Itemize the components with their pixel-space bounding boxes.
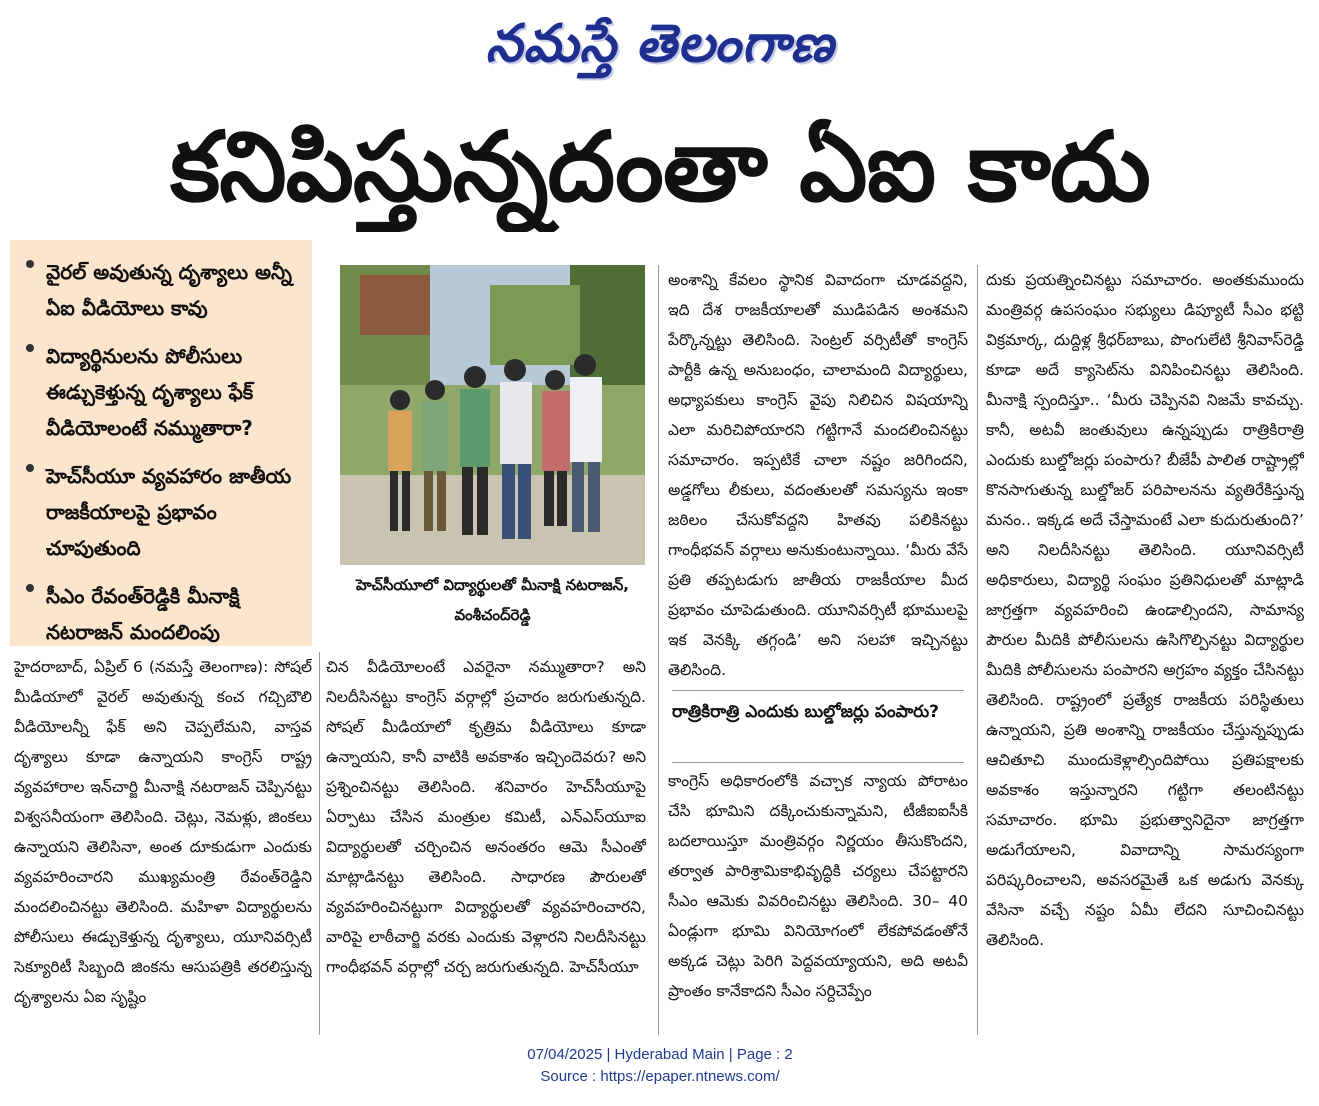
edition-info: 07/04/2025 | Hyderabad Main | Page : 2	[527, 1046, 793, 1063]
article-column-3-bottom	[668, 766, 968, 1032]
highlight-item	[26, 254, 302, 326]
column-divider	[658, 265, 659, 1035]
article-text: హైదరాబాద్, ఏప్రిల్ 6 (నమస్తే తెలంగాణ): సోషల్ మీడియాలో వైరల్ అవుతున్న కంచ గచ్చిబౌలి వీడియోలన్నీ ఫేక్ అని చెప్పలేమని, వాస్తవ దృశ్యాలు కూడా ఉన్నాయని కాంగ్రెస్ రాష్ట్ర వ్యవహారాల ఇన్‌చార్జి మీనాక్షి నటరాజన్ చెప్పినట్టు విశ్వసనీయంగా తెలిసింది. చెట్లు, నెమళ్లు, జింకలు ఉన్నాయని తెలిసినా, అంత దూకుడుగా ఎందుకు వ్యవహరించారని ముఖ్యమంత్రి రేవంత్‌రెడ్డిని మందలించినట్టు తెలిసింది. మహిళా విద్యార్థులను పోలీసులు ఈడ్చుకెళ్తున్న దృశ్యాలు, యూనివర్సిటీ సెక్యూరిటీ సిబ్బంది జింకను ఆసుపత్రికి తరలిస్తున్న దృశ్యాలను ఏఐ సృష్టిం	[14, 658, 312, 1006]
masthead-logo: నమస్తే తెలంగాణ	[485, 14, 835, 74]
article-text: చిన వీడియోలంటే ఎవరైనా నమ్ముతారా? అని నిలదీసినట్టు కాంగ్రెస్ వర్గాల్లో ప్రచారం జరుగుతున్నది. సోషల్ మీడియాలో కృత్రిమ వీడియోలు కూడా ఉన్నాయని, కానీ వాటికి అవకాశం ఇచ్చిందెవరు? అని ప్రశ్నించినట్టు తెలిసింది. శనివారం హెచ్‌సీయూపై ఏర్పాటు చేసిన మంత్రుల కమిటీ, ఎన్‌ఎస్‌యూఐ విద్యార్థులతో చర్చించిన అనంతరం ఆమె సీఎంతో మాట్లాడినట్టు తెలిసింది. సాధారణ పౌరులతో వ్యవహరించినట్టుగా విద్యార్థులతో వ్యవహరించారని, వారిపై లాఠీచార్జి వరకు ఎందుకు వెళ్లారని నిలదీసినట్టు గాంధీభవన్ వర్గాల్లో చర్చ జరుగుతున్నది. హెచ్‌సీయూ	[326, 658, 646, 976]
highlight-item	[26, 338, 302, 446]
news-photo	[340, 265, 645, 565]
students-walking-image	[340, 265, 645, 565]
photo-caption: హెచ్‌సీయూలో విద్యార్థులతో మీనాక్షి నటరాజన్, వంశీచంద్‌రెడ్డి	[356, 576, 629, 624]
highlight-item	[26, 458, 302, 566]
article-column-1	[14, 652, 312, 1032]
column-divider	[977, 265, 978, 1035]
source-link[interactable]: Source : https://epaper.ntnews.com/	[540, 1068, 780, 1085]
article-column-4	[986, 265, 1304, 1031]
highlight-text: విద్యార్థినులను పోలీసులు ఈడ్చుకెళ్తున్న దృశ్యాలు ఫేక్ వీడియోలంటే నమ్ముతారా?	[46, 344, 254, 440]
article-text: కాంగ్రెస్ అధికారంలోకి వచ్చాక న్యాయ పోరాటం చేసి భూమిని దక్కించుకున్నామని, టీజీఐఐసీకి బదలాయిస్తూ మంత్రివర్గం నిర్ణయం తీసుకొందని, తర్వాత పారిశ్రామికాభివృద్ధికి చర్యలు చేపట్టారని సీఎం ఆమెకు వివరించినట్టు తెలిసింది. 30– 40 ఏండ్లుగా భూమి వినియోగంలో లేకపోవడంతోనే అక్కడ చెట్లు పెరిగి పెద్దవయ్యాయని, అది అటవీ ప్రాంతం కానేకాదని సీఎం సర్దిచెప్పేం	[668, 772, 968, 1000]
page-footer	[360, 1044, 960, 1088]
article-column-3-top	[668, 265, 968, 683]
headline: కనిపిస్తున్నదంతా ఏఐ కాదు	[170, 111, 1150, 223]
bullet-icon	[26, 464, 34, 472]
highlight-text: వైరల్ అవుతున్న దృశ్యాలు అన్నీ ఏఐ వీడియోలు కావు	[46, 260, 292, 320]
highlight-item	[26, 578, 302, 650]
section-divider	[672, 690, 964, 691]
article-column-2	[326, 652, 646, 1032]
bullet-icon	[26, 344, 34, 352]
article-text: అంశాన్ని కేవలం స్థానిక వివాదంగా చూడవద్దని, ఇది దేశ రాజకీయాలతో ముడిపడిన అంశమని పేర్కొన్నట్టు తెలిసింది. సెంట్రల్ వర్సిటీతో కాంగ్రెస్ పార్టీకి ఉన్న అనుబంధం, చాలామంది విద్యార్థులు, అధ్యాపకులు కాంగ్రెస్ వైపు నిలిచిన విషయాన్ని ఎలా మరిచిపోయారని గట్టిగానే మందలించినట్టు సమాచారం. ఇప్పటికే చాలా నష్టం జరిగిందని, అడ్డగోలు లీకులు, వదంతులతో సమస్యను ఇంకా జఠిలం చేసుకోవద్దని హితవు పలికినట్టు గాంధీభవన్ వర్గాలు అనుకుంటున్నాయి. ‘మీరు వేసే ప్రతి తప్పటడుగు జాతీయ రాజకీయాల మీద ప్రభావం చూపెడుతుంది. యూనివర్సిటీ భూములపై ఇక వెనక్కి తగ్గండి’ అని సలహా ఇచ్చినట్టు తెలిసింది.	[668, 271, 968, 679]
subheading: రాత్రికిరాత్రి ఎందుకు బుల్డోజర్లు పంపారు?	[672, 702, 939, 722]
section-divider	[672, 762, 964, 763]
highlight-text: సీఎం రేవంత్‌రెడ్డికి మీనాక్షి నటరాజన్ మందలింపు	[46, 584, 240, 644]
column-divider	[319, 652, 320, 1035]
highlight-text: హెచ్‌సీయూ వ్యవహారం జాతీయ రాజకీయాలపై ప్రభావం చూపుతుంది	[46, 464, 292, 560]
bullet-icon	[26, 584, 34, 592]
bullet-icon	[26, 260, 34, 268]
highlights-box	[10, 240, 312, 646]
article-text: దుకు ప్రయత్నించినట్టు సమాచారం. అంతకుముందు మంత్రివర్గ ఉపసంఘం సభ్యులు డిప్యూటీ సీఎం భట్టి విక్రమార్క, దుద్దిళ్ల శ్రీధర్‌బాబు, పొంగులేటి శ్రీనివాస్‌రెడ్డి కూడా అదే క్యాసెట్‌ను వినిపించినట్టు తెలిసింది. మీనాక్షి స్పందిస్తూ.. ‘మీరు చెప్పినవి నిజమే కావచ్చు. కానీ, అటవీ జంతువులు ఉన్నప్పుడు రాత్రికిరాత్రి ఎందుకు బుల్డోజర్లు పంపారు? బీజేపీ పాలిత రాష్ట్రాల్లో కొనసాగుతున్న బుల్డోజర్ పరిపాలనను వ్యతిరేకిస్తున్న మనం.. ఇక్కడ అదే చేస్తామంటే ఎలా కుదురుతుంది?’ అని నిలదీసినట్టు తెలిసింది. యూనివర్సిటీ అధికారులు, విద్యార్థి సంఘం ప్రతినిధులతో మాట్లాడి జాగ్రత్తగా వ్యవహరించి ఉండాల్సిందని, సామాన్య పౌరుల మీదికి పోలీసులను ఉసిగొల్పినట్టు విద్యార్థుల మీదికి పోలీసులను పంపారని అగ్రహం వ్యక్తం చేసినట్టు తెలిసింది. రాష్ట్రంలో ప్రత్యేక రాజకీయ పరిస్థితులు ఉన్నాయని, ప్రతి అంశాన్ని రాజకీయం చేస్తున్నప్పుడు ఆచితూచి ముందుకెళ్లాల్సిందిపోయి ప్రతిపక్షాలకు అవకాశం ఇస్తున్నారని గట్టిగా తలంటినట్టు సమాచారం. భూమి ప్రభుత్వానిదైనా జాగ్రత్తగా అడుగేయాలని, వివాదాన్ని సామరస్యంగా పరిష్కరించాలని, అవసరమైతే ఒక అడుగు వెనక్కు వేసినా వచ్చే నష్టం ఏమీ లేదని సూచించినట్టు తెలిసింది.	[986, 271, 1304, 949]
